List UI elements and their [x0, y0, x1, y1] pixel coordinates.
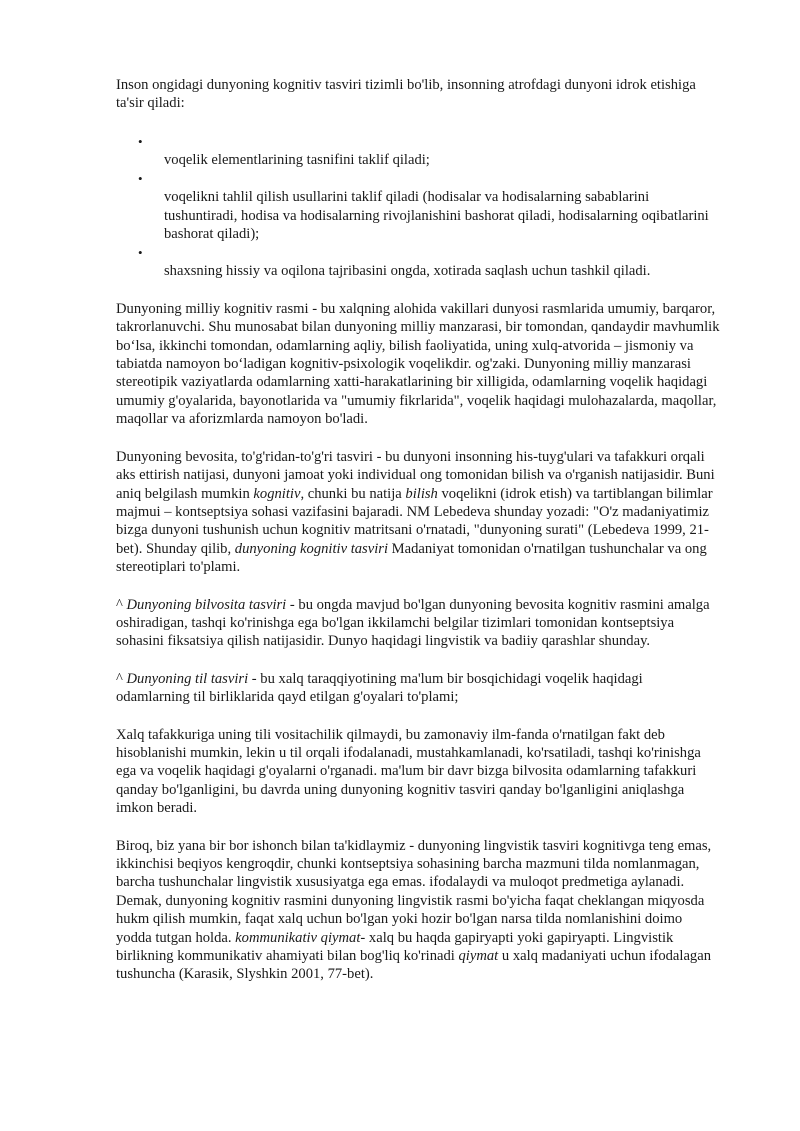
- text-run: - xalq bu haqda gapiryapti yoki gapiryapti. Lingvistik birlikning kommunikativ ahamiyati bilan bog'liq ko'rinadi: [116, 929, 674, 965]
- paragraph-conclusion: [116, 837, 720, 984]
- bullet-icon: •: [138, 133, 143, 149]
- italic-term: kommunikativ qiymat: [235, 929, 361, 946]
- italic-term: dunyoning kognitiv tasviri: [234, 540, 388, 557]
- text-run: Madaniyat tomonidan o'rnatilgan tushunchalar va ong stereotiplari to'plami.: [116, 540, 707, 576]
- italic-term: Dunyoning bilvosita tasviri: [126, 596, 287, 613]
- list-item: [116, 132, 720, 169]
- caret-marker: ^: [116, 596, 123, 613]
- italic-term: bilish: [405, 485, 438, 502]
- text-run: - bu ongda mavjud bo'lgan dunyoning bevosita kognitiv rasmini amalga oshiradigan, tashqi ko'rinishga ega bo'lgan ikkilamchi belgilar tizimlari tomonidan kontseptsiya sohasini fiksatsiya qilish natijasidir. Dunyo haqidagi lingvistik va badiiy qarashlar shunday.: [116, 596, 710, 650]
- bullet-icon: •: [138, 171, 143, 187]
- italic-term: qiymat: [458, 948, 499, 965]
- paragraph-indirect-picture: [116, 596, 720, 651]
- text-run: u xalq madaniyati uchun ifodalagan tushuncha (Karasik, Slyshkin 2001, 77-bet).: [116, 948, 711, 983]
- list-item-text: voqelik elementlarining tasnifini taklif qiladi;: [164, 151, 430, 168]
- text-run: Biroq, biz yana bir bor ishonch bilan ta'kidlaymiz - dunyoning lingvistik tasviri kognitivga teng emas, ikkinchisi beqiyos kengroqdir, chunki kontseptsiya sohasining barcha mazmuni tilda nomlanmagan, barcha tushunchalar lingvistik xususiyatga ega emas. ifodalaydi va muloqot predmetiga aylanadi. Demak, dunyoning kognitiv rasmini dunyoning lingvistik rasmi bo'yicha faqat cheklangan miqyosda hukm qilish mumkin, faqat xalq uchun bo'lgan yoki hozir bo'lgan narsa tilda nomlanishini doimo yodda tutgan holda.: [116, 837, 712, 946]
- paragraph-thinking: Xalq tafakkuriga uning tili vositachilik qilmaydi, bu zamonaviy ilm-fanda o'rnatilgan fakt deb hisoblanishi mumkin, lekin u til orqali ifodalanadi, mustahkamlanadi, ko'rsatiladi, tashqi ko'rinishga ega va voqelik haqidagi g'oyalarni o'rganadi. ma'lum bir davr bizga bilvosita odamlarning tafakkuri qanday bo'lganligini, bu davrda uning dunyoning kognitiv tasviri qanday bo'lganligini aniqlashga imkon beradi.: [116, 726, 701, 817]
- paragraph-direct-picture: [116, 448, 720, 577]
- list-item: [116, 169, 720, 243]
- bullet-icon: •: [138, 245, 143, 261]
- text-run: voqelikni (idrok etish) va tartiblangan bilimlar majmui – kontseptsiya sohasi vazifasini bajaradi. NM Lebedeva shunday yozadi: "O'z madaniyatimiz bizga dunyoni tushunish uchun kognitiv matritsani o'rnatadi, "dunyoning surati" (Lebedeva 1999, 21-bet). Shunday qilib,: [116, 485, 713, 557]
- list-item-text: voqelikni tahlil qilish usullarini taklif qiladi (hodisalar va hodisalarning sabablarini tushuntiradi, hodisa va hodisalarning rivojlanishini bashorat qiladi, hodisalarning oqibatlarini bashorat qiladi);: [164, 189, 709, 243]
- bullet-list: [116, 132, 720, 281]
- text-run: , chunki bu natija: [300, 485, 406, 502]
- list-item: [116, 243, 720, 280]
- paragraph-language-picture: [116, 670, 720, 707]
- italic-term: Dunyoning til tasviri: [126, 670, 249, 687]
- caret-marker: ^: [116, 670, 123, 687]
- italic-term: kognitiv: [253, 485, 301, 502]
- intro-paragraph: Inson ongidagi dunyoning kognitiv tasviri tizimli bo'lib, insonning atrofdagi dunyoni idrok etishiga ta'sir qiladi:: [116, 77, 696, 112]
- text-run: Dunyoning bevosita, to'g'ridan-to'g'ri tasviri - bu dunyoni insonning his-tuyg'ulari va tafakkuri orqali aks ettirish natijasi, dunyoni jamoat yoki individual ong tomonidan bilish va o'rganish natijasidir. Buni aniq belgilash mumkin: [116, 448, 715, 502]
- text-run: - bu xalq taraqqiyotining ma'lum bir bosqichidagi voqelik haqidagi odamlarning til birliklarida qayd etilgan g'oyalari to'plami;: [116, 670, 643, 706]
- paragraph-national-picture: Dunyoning milliy kognitiv rasmi - bu xalqning alohida vakillari dunyosi rasmlarida umumiy, barqaror, takrorlanuvchi. Shu munosabat bilan dunyoning milliy manzarasi, bir tomondan, qandaydir mavhumlik boʻlsa, ikkinchi tomondan, odamlarning aqliy, bilish faoliyatida, uning xulq-atvorida – jismoniy va tabiatda namoyon boʻladigan kognitiv-psixologik voqelikdir. og'zaki. Dunyoning milliy manzarasi stereotipik vaziyatlarda odamlarning xatti-harakatlarining bir xilligida, odamlarning voqelik haqidagi umumiy g'oyalarida, bayonotlarida va "umumiy fikrlarida", voqelik haqidagi mulohazalarda, maqollar, maqollar va aforizmlarda namoyon bo'ladi.: [116, 300, 720, 428]
- list-item-text: shaxsning hissiy va oqilona tajribasini ongda, xotirada saqlash uchun tashkil qiladi.: [164, 263, 651, 280]
